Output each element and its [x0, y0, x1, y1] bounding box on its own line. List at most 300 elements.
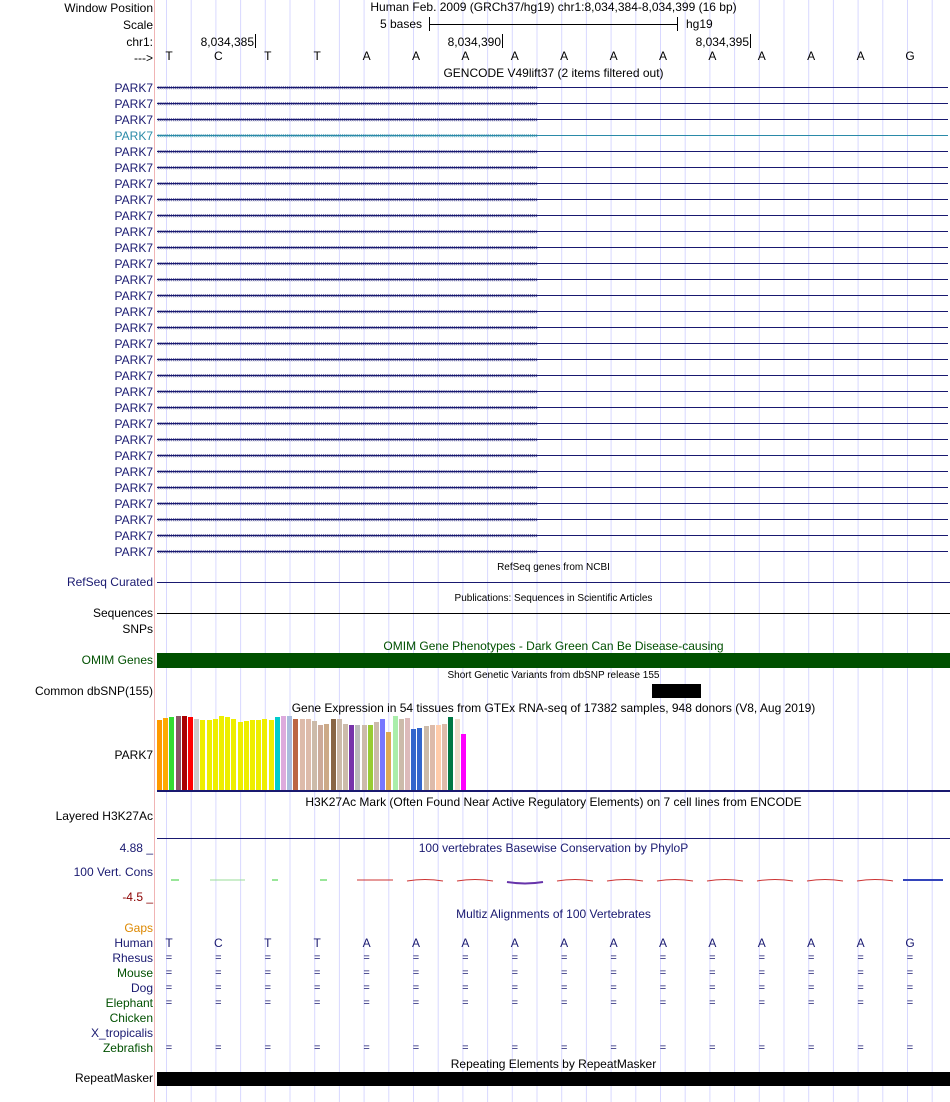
coord-tick-1 [255, 34, 256, 48]
sequence-base: G [905, 49, 915, 63]
coord-3: 8,034,395 [695, 35, 749, 49]
alignment-base: A [856, 936, 865, 950]
gene-label[interactable]: PARK7 [114, 257, 153, 271]
sequence-base: A [757, 49, 766, 63]
gtex-tissue-bar[interactable] [157, 720, 162, 790]
coord-2: 8,034,390 [447, 35, 501, 49]
sequence-base: A [461, 49, 470, 63]
gencode-transcript-row[interactable] [0, 336, 950, 352]
alignment-match: = [165, 952, 173, 964]
alignment-match: = [165, 997, 173, 1009]
snps-label[interactable]: SNPs [122, 622, 153, 636]
alignment-match: = [264, 967, 272, 979]
gtex-tissue-bar[interactable] [324, 724, 329, 790]
gtex-tissue-bar[interactable] [318, 725, 323, 790]
gene-label[interactable]: PARK7 [114, 369, 153, 383]
strand-arrows: ›››››››››››››››››››››››››››››››››››››››››››››››››››››››››››››››››››››››››››››››››››››››››››››››››››››››››››››››››››››››››››››››››››››››››››››››››››››››››››››››››››››››››››››››››››››››››››››››››››››››› [157, 83, 537, 92]
gtex-tissue-bar[interactable] [244, 721, 249, 790]
alignment-match: = [412, 952, 420, 964]
alignment-match: = [462, 982, 469, 994]
gene-label[interactable]: PARK7 [114, 289, 153, 303]
gtex-tissue-bar[interactable] [442, 724, 447, 790]
alignment-match: = [709, 1042, 716, 1054]
gencode-transcript-row[interactable] [0, 160, 950, 176]
alignment-base: A [560, 936, 569, 950]
alignment-match: = [709, 997, 716, 1009]
alignment-match: = [215, 997, 222, 1009]
alignment-match: = [462, 997, 469, 1009]
alignment-match: = [610, 997, 617, 1009]
gtex-tissue-bar[interactable] [163, 718, 168, 790]
gencode-transcript-row[interactable] [0, 448, 950, 464]
coord-tick-2 [502, 34, 503, 48]
omim-title: OMIM Gene Phenotypes - Dark Green Can Be Disease-causing [383, 639, 724, 653]
repeatmasker-label[interactable]: RepeatMasker [74, 1071, 153, 1085]
sequence-row [0, 49, 950, 63]
strand-arrows: ›››››››››››››››››››››››››››››››››››››››››››››››››››››››››››››››››››››››››››››››››››››››››››››››››››››››››››››››››››››››››››››››››››››››››››››››››››››››››››››››››››››››››››››››››››››››››››››››››››››››› [157, 483, 537, 492]
sequence-base: T [313, 49, 321, 63]
alignment-match: = [511, 1042, 519, 1054]
alignment-match: = [807, 967, 815, 979]
sequence-base: T [165, 49, 173, 63]
gtex-tissue-bar[interactable] [424, 726, 429, 790]
phylop-min-label: -4.5 _ [122, 890, 153, 904]
strand-arrows: ›››››››››››››››››››››››››››››››››››››››››››››››››››››››››››››››››››››››››››››››››››››››››››››››››››››››››››››››››››››››››››››››››››››››››››››››››››››››››››››››››››››››››››››››››››››››››››››››››››››››› [157, 515, 537, 524]
alignment-match: = [264, 997, 272, 1009]
gtex-tissue-bar[interactable] [337, 719, 342, 790]
gtex-tissue-bar[interactable] [405, 718, 410, 790]
alignment-match: = [165, 1042, 173, 1054]
alignment-match: = [264, 1042, 272, 1054]
scale-bar [429, 17, 678, 31]
sequence-base: T [264, 49, 272, 63]
alignment-match: = [511, 967, 519, 979]
gene-label[interactable]: PARK7 [114, 81, 153, 95]
strand-arrows: ›››››››››››››››››››››››››››››››››››››››››››››››››››››››››››››››››››››››››››››››››››››››››››››››››››››››››››››››››››››››››››››››››››››››››››››››››››››››››››››››››››››››››››››››››››››››››››››››››››››››› [157, 163, 537, 172]
gtex-tissue-bar[interactable] [386, 732, 391, 790]
scale-text: 5 bases [380, 17, 423, 31]
strand-arrows: ›››››››››››››››››››››››››››››››››››››››››››››››››››››››››››››››››››››››››››››››››››››››››››››››››››››››››››››››››››››››››››››››››››››››››››››››››››››››››››››››››››››››››››››››››››››››››››››››››››››››› [157, 355, 537, 364]
alignment-match: = [906, 967, 914, 979]
alignment-match: = [412, 982, 420, 994]
sequence-base: A [510, 49, 519, 63]
alignment-match: = [659, 952, 667, 964]
sequence-base: A [560, 49, 569, 63]
gtex-tissue-bar[interactable] [200, 720, 205, 790]
gencode-transcript-row[interactable] [0, 416, 950, 432]
gtex-label[interactable]: PARK7 [114, 748, 153, 762]
dbsnp-variant[interactable] [652, 684, 701, 698]
alignment-base: A [411, 936, 420, 950]
alignment-match: = [363, 952, 370, 964]
refseq-feature-line[interactable] [157, 582, 950, 583]
gtex-tissue-bar[interactable] [331, 719, 336, 790]
gtex-tissue-bar[interactable] [312, 721, 317, 790]
gencode-transcript-row[interactable] [0, 480, 950, 496]
alignment-match: = [313, 997, 321, 1009]
alignment-match: = [807, 952, 815, 964]
alignment-match: = [758, 997, 766, 1009]
alignment-base: A [757, 936, 766, 950]
gene-label[interactable]: PARK7 [114, 161, 153, 175]
alignment-match: = [412, 967, 420, 979]
gtex-tissue-bar[interactable] [343, 724, 348, 790]
gtex-tissue-bar[interactable] [436, 725, 441, 790]
species-label[interactable]: Rhesus [112, 951, 153, 965]
scale-assembly: hg19 [686, 17, 713, 31]
gene-label[interactable]: PARK7 [114, 273, 153, 287]
species-label[interactable]: Mouse [116, 966, 153, 980]
refseq-label[interactable]: RefSeq Curated [66, 575, 153, 589]
alignment-match: = [807, 982, 815, 994]
alignment-match: = [165, 982, 173, 994]
alignment-match: = [363, 967, 370, 979]
gtex-tissue-bar[interactable] [269, 720, 274, 790]
alignment-base: C [214, 936, 223, 950]
gtex-tissue-bar[interactable] [368, 725, 373, 790]
gencode-transcript-row[interactable] [0, 80, 950, 96]
alignment-match: = [659, 967, 667, 979]
alignment-match: = [363, 1042, 370, 1054]
gtex-baseline [157, 790, 950, 792]
sequence-base: A [609, 49, 618, 63]
alignment-base: A [807, 936, 816, 950]
phylop-title: 100 vertebrates Basewise Conservation by PhyloP [418, 841, 689, 855]
species-label[interactable]: Elephant [105, 996, 153, 1010]
alignment-match: = [906, 1042, 914, 1054]
gencode-transcript-row[interactable] [0, 512, 950, 528]
gene-label[interactable]: PARK7 [114, 353, 153, 367]
gtex-tissue-bar[interactable] [393, 716, 398, 790]
refseq-title: RefSeq genes from NCBI [497, 562, 610, 573]
gtex-tissue-bar[interactable] [287, 716, 292, 790]
gtex-tissue-bar[interactable] [374, 722, 379, 790]
strand-arrows: ›››››››››››››››››››››››››››››››››››››››››››››››››››››››››››››››››››››››››››››››››››››››››››››››››››››››››››››››››››››››››››››››››››››››››››››››››››››››››››››››››››››››››››››››››››››››››››››››››››››››› [157, 131, 537, 140]
alignment-match: = [462, 952, 469, 964]
gtex-tissue-bar[interactable] [281, 716, 286, 790]
alignment-base: T [313, 936, 321, 950]
strand-arrows: ›››››››››››››››››››››››››››››››››››››››››››››››››››››››››››››››››››››››››››››››››››››››››››››››››››››››››››››››››››››››››››››››››››››››››››››››››››››››››››››››››››››››››››››››››››››››››››››››››››››››› [157, 275, 537, 284]
gtex-tissue-bar[interactable] [194, 719, 199, 790]
alignment-match: = [659, 997, 667, 1009]
publications-title: Publications: Sequences in Scientific Articles [454, 593, 653, 604]
strand-arrows: ›››››››››››››››››››››››››››››››››››››››››››››››››››››››››››››››››››››››››››››››››››››››››››››››››››››››››››››››››››››››››››››››››››››››››››››››››››››››››››››››››››››››››››››››››››››››››››››››››››››››› [157, 323, 537, 332]
alignment-match: = [511, 997, 519, 1009]
gene-label[interactable]: PARK7 [114, 305, 153, 319]
gencode-transcript-row[interactable] [0, 352, 950, 368]
alignment-match: = [215, 967, 222, 979]
dbsnp-label[interactable]: Common dbSNP(155) [34, 684, 153, 698]
alignment-match: = [363, 982, 370, 994]
gencode-transcript-row[interactable] [0, 464, 950, 480]
alignment-match: = [560, 1042, 568, 1054]
window-position-label: Window Position [64, 1, 153, 15]
species-label[interactable]: Human [114, 936, 153, 950]
alignment-match: = [758, 1042, 766, 1054]
strand-label: ---> [134, 51, 153, 65]
gaps-label[interactable]: Gaps [124, 921, 153, 935]
gene-label[interactable]: PARK7 [114, 97, 153, 111]
phylop-label[interactable]: 100 Vert. Cons [73, 865, 153, 879]
strand-arrows: ›››››››››››››››››››››››››››››››››››››››››››››››››››››››››››››››››››››››››››››››››››››››››››››››››››››››››››››››››››››››››››››››››››››››››››››››››››››››››››››››››››››››››››››››››››››››››››››››››››››››› [157, 547, 537, 556]
alignment-match: = [264, 952, 272, 964]
strand-arrows: ›››››››››››››››››››››››››››››››››››››››››››››››››››››››››››››››››››››››››››››››››››››››››››››››››››››››››››››››››››››››››››››››››››››››››››››››››››››››››››››››››››››››››››››››››››››››››››››››››››››››› [157, 243, 537, 252]
strand-arrows: ›››››››››››››››››››››››››››››››››››››››››››››››››››››››››››››››››››››››››››››››››››››››››››››››››››››››››››››››››››››››››››››››››››››››››››››››››››››››››››››››››››››››››››››››››››››››››››››››››››››››› [157, 387, 537, 396]
alignment-match: = [610, 967, 617, 979]
alignment-match: = [313, 1042, 321, 1054]
alignment-match: = [313, 952, 321, 964]
gene-label[interactable]: PARK7 [114, 529, 153, 543]
gencode-transcript-row[interactable] [0, 240, 950, 256]
scale-label: Scale [122, 18, 153, 32]
alignment-match: = [709, 967, 716, 979]
gene-label[interactable]: PARK7 [114, 433, 153, 447]
alignment-base: A [658, 936, 667, 950]
sequence-base: A [856, 49, 865, 63]
gene-label[interactable]: PARK7 [114, 481, 153, 495]
strand-arrows: ›››››››››››››››››››››››››››››››››››››››››››››››››››››››››››››››››››››››››››››››››››››››››››››››››››››››››››››››››››››››››››››››››››››››››››››››››››››››››››››››››››››››››››››››››››››››››››››››››››››››› [157, 211, 537, 220]
gtex-tissue-bar[interactable] [275, 717, 280, 790]
alignment-base: T [165, 936, 173, 950]
gencode-transcript-row[interactable] [0, 176, 950, 192]
gencode-transcript-row[interactable] [0, 400, 950, 416]
strand-arrows: ›››››››››››››››››››››››››››››››››››››››››››››››››››››››››››››››››››››››››››››››››››››››››››››››››››››››››››››››››››››››››››››››››››››››››››››››››››››››››››››››››››››››››››››››››››››››››››››››››››››››› [157, 435, 537, 444]
alignment-base: A [461, 936, 470, 950]
h3k27ac-label[interactable]: Layered H3K27Ac [55, 809, 153, 823]
alignment-match: = [758, 967, 766, 979]
gtex-tissue-bar[interactable] [455, 719, 460, 790]
alignment-base: T [264, 936, 272, 950]
gencode-transcript-row[interactable] [0, 128, 950, 144]
sequence-base: A [658, 49, 667, 63]
alignment-match: = [511, 952, 519, 964]
alignment-match: = [906, 997, 914, 1009]
gtex-tissue-bar[interactable] [461, 734, 466, 790]
gene-label[interactable]: PARK7 [114, 513, 153, 527]
alignment-base: A [362, 936, 371, 950]
gtex-tissue-bar[interactable] [306, 719, 311, 790]
strand-arrows: ›››››››››››››››››››››››››››››››››››››››››››››››››››››››››››››››››››››››››››››››››››››››››››››››››››››››››››››››››››››››››››››››››››››››››››››››››››››››››››››››››››››››››››››››››››››››››››››››››››››››› [157, 307, 537, 316]
gene-label[interactable]: PARK7 [114, 465, 153, 479]
alignment-match: = [610, 952, 617, 964]
assembly-title: Human Feb. 2009 (GRCh37/hg19) chr1:8,034,384-8,034,399 (16 bp) [370, 0, 737, 14]
alignment-match: = [857, 1042, 864, 1054]
gtex-tissue-bar[interactable] [349, 725, 354, 790]
strand-arrows: ›››››››››››››››››››››››››››››››››››››››››››››››››››››››››››››››››››››››››››››››››››››››››››››››››››››››››››››››››››››››››››››››››››››››››››››››››››››››››››››››››››››››››››››››››››››››››››››››››››››››› [157, 195, 537, 204]
coord-1: 8,034,385 [200, 35, 254, 49]
strand-arrows: ›››››››››››››››››››››››››››››››››››››››››››››››››››››››››››››››››››››››››››››››››››››››››››››››››››››››››››››››››››››››››››››››››››››››››››››››››››››››››››››››››››››››››››››››››››››››››››››››››››››››› [157, 147, 537, 156]
publications-feature-line[interactable] [157, 613, 950, 614]
gtex-tissue-bar[interactable] [448, 717, 453, 790]
alignment-match: = [462, 1042, 469, 1054]
strand-arrows: ›››››››››››››››››››››››››››››››››››››››››››››››››››››››››››››››››››››››››››››››››››››››››››››››››››››››››››››››››››››››››››››››››››››››››››››››››››››››››››››››››››››››››››››››››››››››››››››››››››››››› [157, 499, 537, 508]
strand-arrows: ›››››››››››››››››››››››››››››››››››››››››››››››››››››››››››››››››››››››››››››››››››››››››››››››››››››››››››››››››››››››››››››››››››››››››››››››››››››››››››››››››››››››››››››››››››››››››››››››››››››››› [157, 115, 537, 124]
strand-arrows: ›››››››››››››››››››››››››››››››››››››››››››››››››››››››››››››››››››››››››››››››››››››››››››››››››››››››››››››››››››››››››››››››››››››››››››››››››››››››››››››››››››››››››››››››››››››››››››››››››››››››› [157, 419, 537, 428]
alignment-match: = [363, 997, 370, 1009]
gtex-tissue-bar[interactable] [238, 722, 243, 790]
gene-label[interactable]: PARK7 [114, 209, 153, 223]
gene-label[interactable]: PARK7 [114, 193, 153, 207]
alignment-match: = [610, 982, 617, 994]
omim-feature-bar[interactable] [157, 653, 950, 668]
alignment-match: = [857, 982, 864, 994]
repeatmasker-title: Repeating Elements by RepeatMasker [450, 1057, 657, 1071]
strand-arrows: ›››››››››››››››››››››››››››››››››››››››››››››››››››››››››››››››››››››››››››››››››››››››››››››››››››››››››››››››››››››››››››››››››››››››››››››››››››››››››››››››››››››››››››››››››››››››››››››››››››››››› [157, 99, 537, 108]
dbsnp-title: Short Genetic Variants from dbSNP release 155 [447, 670, 660, 681]
gene-label[interactable]: PARK7 [114, 225, 153, 239]
gtex-tissue-bar[interactable] [182, 716, 187, 790]
alignment-base: A [609, 936, 618, 950]
gene-label[interactable]: PARK7 [114, 337, 153, 351]
sequence-base: A [708, 49, 717, 63]
gtex-tissue-bar[interactable] [399, 719, 404, 790]
alignment-match: = [412, 1042, 420, 1054]
sequence-base: C [214, 49, 223, 63]
gtex-tissue-bar[interactable] [417, 728, 422, 790]
h3k27ac-baseline [157, 838, 950, 839]
chrom-label: chr1: [126, 35, 153, 49]
alignment-match: = [906, 982, 914, 994]
species-label[interactable]: X_tropicalis [90, 1026, 153, 1040]
gencode-transcript-row[interactable] [0, 208, 950, 224]
gtex-tissue-bar[interactable] [169, 717, 174, 790]
strand-arrows: ›››››››››››››››››››››››››››››››››››››››››››››››››››››››››››››››››››››››››››››››››››››››››››››››››››››››››››››››››››››››››››››››››››››››››››››››››››››››››››››››››››››››››››››››››››››››››››››››››››››››› [157, 227, 537, 236]
gencode-transcript-row[interactable] [0, 192, 950, 208]
gencode-transcript-row[interactable] [0, 272, 950, 288]
gene-label[interactable]: PARK7 [114, 177, 153, 191]
gene-label[interactable]: PARK7 [114, 401, 153, 415]
phylop-signal[interactable] [157, 872, 950, 888]
alignment-match: = [857, 997, 864, 1009]
strand-arrows: ›››››››››››››››››››››››››››››››››››››››››››››››››››››››››››››››››››››››››››››››››››››››››››››››››››››››››››››››››››››››››››››››››››››››››››››››››››››››››››››››››››››››››››››››››››››››››››››››››››››››› [157, 339, 537, 348]
gencode-transcript-row[interactable] [0, 256, 950, 272]
alignment-match: = [462, 967, 469, 979]
species-label[interactable]: Dog [130, 981, 153, 995]
gencode-transcript-row[interactable] [0, 320, 950, 336]
gtex-tissue-bar[interactable] [362, 725, 367, 790]
alignment-match: = [560, 997, 568, 1009]
gtex-tissue-bar[interactable] [207, 720, 212, 790]
sequence-base: A [362, 49, 371, 63]
repeatmasker-feature-bar[interactable] [157, 1072, 950, 1086]
gencode-transcript-row[interactable] [0, 384, 950, 400]
gene-label[interactable]: PARK7 [114, 129, 153, 143]
alignment-match: = [215, 1042, 222, 1054]
gencode-transcript-row[interactable] [0, 224, 950, 240]
alignment-match: = [857, 952, 864, 964]
gtex-title: Gene Expression in 54 tissues from GTEx RNA-seq of 17382 samples, 948 donors (V8, Aug 2019) [291, 701, 816, 715]
coord-tick-3 [750, 34, 751, 48]
gtex-tissue-bar[interactable] [219, 716, 224, 790]
gtex-tissue-bar[interactable] [262, 719, 267, 790]
alignment-match: = [560, 967, 568, 979]
alignment-match: = [709, 952, 716, 964]
gencode-transcript-row[interactable] [0, 288, 950, 304]
gtex-tissue-bar[interactable] [225, 717, 230, 790]
gene-label[interactable]: PARK7 [114, 241, 153, 255]
alignment-match: = [906, 952, 914, 964]
strand-arrows: ›››››››››››››››››››››››››››››››››››››››››››››››››››››››››››››››››››››››››››››››››››››››››››››››››››››››››››››››››››››››››››››››››››››››››››››››››››››››››››››››››››››››››››››››››››››››››››››››››››››››› [157, 291, 537, 300]
gene-label[interactable]: PARK7 [114, 145, 153, 159]
strand-arrows: ›››››››››››››››››››››››››››››››››››››››››››››››››››››››››››››››››››››››››››››››››››››››››››››››››››››››››››››››››››››››››››››››››››››››››››››››››››››››››››››››››››››››››››››››››››››››››››››››››››››››› [157, 259, 537, 268]
gtex-tissue-bar[interactable] [231, 719, 236, 790]
alignment-match: = [610, 1042, 617, 1054]
alignment-match: = [215, 952, 222, 964]
gtex-tissue-bar[interactable] [300, 719, 305, 790]
gencode-title[interactable]: GENCODE V49lift37 (2 items filtered out) [443, 66, 664, 80]
gtex-tissue-bar[interactable] [250, 720, 255, 790]
alignment-match: = [560, 982, 568, 994]
alignment-match: = [758, 952, 766, 964]
alignment-match: = [511, 982, 519, 994]
alignment-match: = [758, 982, 766, 994]
gene-label[interactable]: PARK7 [114, 545, 153, 559]
gtex-tissue-bar[interactable] [213, 719, 218, 790]
gtex-tissue-bar[interactable] [176, 716, 181, 790]
omim-label[interactable]: OMIM Genes [81, 653, 153, 667]
gencode-transcript-row[interactable] [0, 96, 950, 112]
gencode-transcript-row[interactable] [0, 112, 950, 128]
gene-label[interactable]: PARK7 [114, 321, 153, 335]
gencode-transcript-row[interactable] [0, 144, 950, 160]
gene-label[interactable]: PARK7 [114, 113, 153, 127]
gene-label[interactable]: PARK7 [114, 497, 153, 511]
strand-arrows: ›››››››››››››››››››››››››››››››››››››››››››››››››››››››››››››››››››››››››››››››››››››››››››››››››››››››››››››››››››››››››››››››››››››››››››››››››››››››››››››››››››››››››››››››››››››››››››››››››››››››› [157, 179, 537, 188]
gencode-transcript-row[interactable] [0, 544, 950, 560]
species-label[interactable]: Zebrafish [102, 1041, 153, 1055]
gtex-tissue-bar[interactable] [355, 725, 360, 790]
alignment-match: = [807, 1042, 815, 1054]
gtex-tissue-bar[interactable] [430, 725, 435, 790]
gencode-transcript-row[interactable] [0, 432, 950, 448]
alignment-match: = [659, 982, 667, 994]
gtex-expression-bars[interactable] [157, 716, 950, 790]
gene-label[interactable]: PARK7 [114, 385, 153, 399]
gtex-tissue-bar[interactable] [380, 719, 385, 790]
phylop-max-label: 4.88 _ [119, 841, 153, 855]
gene-label[interactable]: PARK7 [114, 417, 153, 431]
alignment-match: = [807, 997, 815, 1009]
alignment-match: = [165, 967, 173, 979]
alignment-match: = [560, 952, 568, 964]
alignment-match: = [313, 967, 321, 979]
strand-arrows: ›››››››››››››››››››››››››››››››››››››››››››››››››››››››››››››››››››››››››››››››››››››››››››››››››››››››››››››››››››››››››››››››››››››››››››››››››››››››››››››››››››››››››››››››››››››››››››››››››››››››› [157, 467, 537, 476]
alignment-match: = [215, 982, 222, 994]
publications-label[interactable]: Sequences [92, 606, 153, 620]
species-label[interactable]: Chicken [109, 1011, 153, 1025]
gtex-tissue-bar[interactable] [293, 719, 298, 790]
gencode-transcript-row[interactable] [0, 368, 950, 384]
alignment-match: = [412, 997, 420, 1009]
strand-arrows: ›››››››››››››››››››››››››››››››››››››››››››››››››››››››››››››››››››››››››››››››››››››››››››››››››››››››››››››››››››››››››››››››››››››››››››››››››››››››››››››››››››››››››››››››››››››››››››››››››››››››› [157, 371, 537, 380]
sequence-base: A [807, 49, 816, 63]
gtex-tissue-bar[interactable] [411, 729, 416, 790]
strand-arrows: ›››››››››››››››››››››››››››››››››››››››››››››››››››››››››››››››››››››››››››››››››››››››››››››››››››››››››››››››››››››››››››››››››››››››››››››››››››››››››››››››››››››››››››››››››››››››››››››››››››››››› [157, 451, 537, 460]
strand-arrows: ›››››››››››››››››››››››››››››››››››››››››››››››››››››››››››››››››››››››››››››››››››››››››››››››››››››››››››››››››››››››››››››››››››››››››››››››››››››››››››››››››››››››››››››››››››››››››››››››››››››››› [157, 403, 537, 412]
gtex-tissue-bar[interactable] [188, 717, 193, 790]
gtex-tissue-bar[interactable] [256, 720, 261, 790]
gene-label[interactable]: PARK7 [114, 449, 153, 463]
gencode-transcript-row[interactable] [0, 496, 950, 512]
gencode-transcript-row[interactable] [0, 528, 950, 544]
alignment-match: = [264, 982, 272, 994]
alignment-match: = [313, 982, 321, 994]
strand-arrows: ›››››››››››››››››››››››››››››››››››››››››››››››››››››››››››››››››››››››››››››››››››››››››››››››››››››››››››››››››››››››››››››››››››››››››››››››››››››››››››››››››››››››››››››››››››››››››››››››››››››››› [157, 531, 537, 540]
alignment-match: = [709, 982, 716, 994]
multiz-title: Multiz Alignments of 100 Vertebrates [456, 907, 651, 921]
gencode-transcript-row[interactable] [0, 304, 950, 320]
alignment-base: A [708, 936, 717, 950]
